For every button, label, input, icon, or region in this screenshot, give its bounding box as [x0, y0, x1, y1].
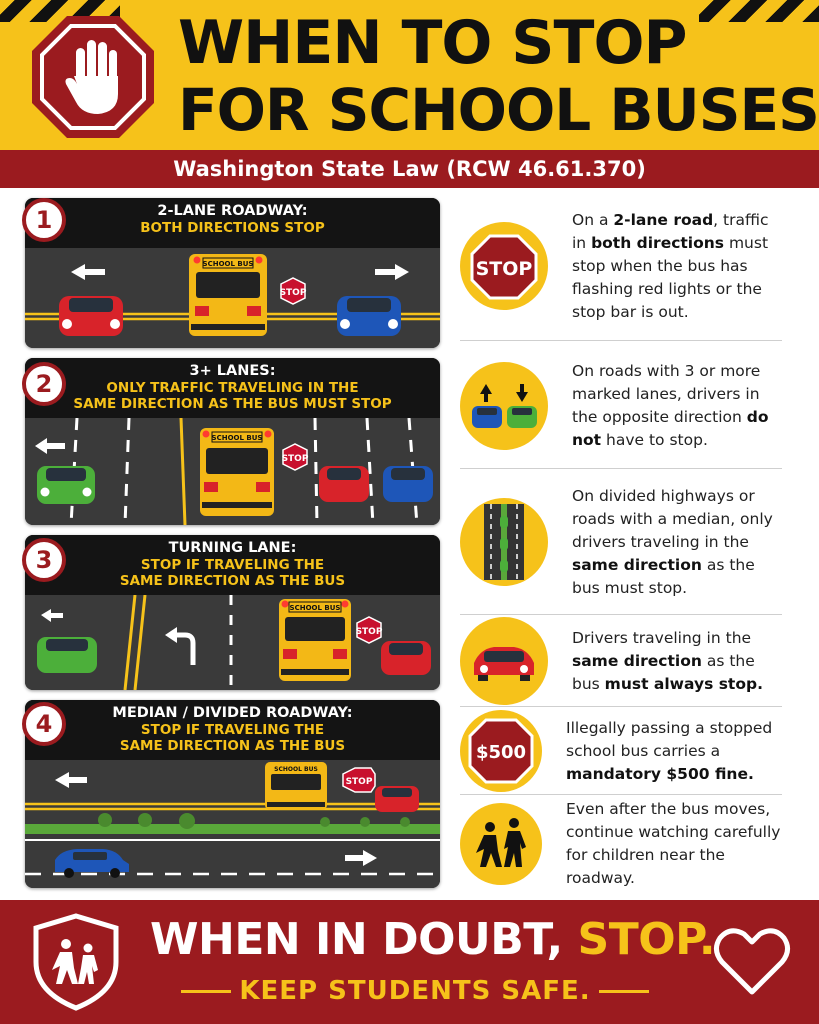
school-bus-icon	[189, 254, 267, 336]
footer-tagline-text: KEEP STUDENTS SAFE.	[239, 976, 591, 1006]
info-divided	[460, 474, 785, 610]
stop-sign-icon	[460, 222, 548, 310]
footer-headline-accent: STOP.	[577, 914, 716, 965]
fine-sign-text: $500	[475, 742, 527, 763]
info-text-run: Even after the bus moves, continue watching carefully for children near the roadway.	[566, 800, 781, 887]
divider	[460, 614, 782, 615]
panel-subtitle: STOP IF TRAVELING THE	[140, 722, 325, 738]
footer-tagline	[150, 976, 680, 1006]
divider	[460, 706, 782, 707]
info-text-run: , traffic in	[572, 210, 769, 252]
info-two-lane	[460, 196, 785, 336]
school-bus-icon	[279, 599, 351, 681]
panel-median-divided	[25, 700, 440, 888]
red-car-icon	[319, 466, 369, 502]
panel-subtitle: ONLY TRAFFIC TRAVELING IN THE	[106, 380, 359, 396]
info-children	[460, 798, 785, 890]
three-lane-scene	[25, 418, 440, 525]
panel-subtitle: SAME DIRECTION AS THE BUS	[119, 738, 346, 754]
divided-road-scene	[25, 760, 440, 888]
svg-text:SCHOOL BUS: SCHOOL BUS	[274, 766, 318, 773]
info-text-emphasis: same direction	[572, 651, 702, 670]
header-banner	[0, 0, 819, 150]
footer-headline-text: WHEN IN DOUBT,	[150, 914, 578, 965]
info-text-run: must stop when the bus has flashing red lights or the stop bar is out.	[572, 233, 769, 321]
footer-headline	[150, 914, 716, 965]
panel-header	[25, 198, 440, 248]
panel-subtitle: BOTH DIRECTIONS STOP	[140, 220, 325, 236]
info-text-emphasis: both directions	[591, 233, 725, 252]
info-text	[572, 485, 785, 600]
svg-text:SCHOOL BUS: SCHOOL BUS	[202, 260, 254, 268]
panel-title: TURNING LANE:	[168, 540, 297, 556]
info-text	[572, 209, 785, 324]
page-title-line2: FOR SCHOOL BUSES	[178, 76, 819, 144]
law-subtitle: Washington State Law (RCW 46.61.370)	[0, 150, 819, 188]
panel-turning-lane	[25, 535, 440, 690]
divider	[460, 794, 782, 795]
divider	[460, 468, 782, 469]
page-title-line1: WHEN TO STOP	[178, 8, 687, 78]
blue-car-icon	[337, 296, 401, 336]
median-strip	[25, 824, 440, 834]
panel-header	[25, 358, 440, 418]
red-car-icon	[381, 641, 431, 675]
info-text-run: Drivers traveling in the	[572, 628, 752, 647]
info-three-lanes	[460, 346, 785, 466]
children-walking-icon	[460, 803, 542, 885]
stop-sign-text: STOP	[475, 258, 533, 280]
red-car-icon	[375, 786, 419, 812]
info-text-emphasis: 2-lane road	[613, 210, 714, 229]
step-number-badge: 4	[22, 702, 66, 746]
footer-banner	[0, 900, 819, 1024]
info-text-emphasis: mandatory $500 fine.	[566, 764, 754, 783]
panel-title: 2-LANE ROADWAY:	[157, 203, 308, 219]
panel-subtitle: SAME DIRECTION AS THE BUS MUST STOP	[73, 396, 392, 412]
two-lane-scene	[25, 248, 440, 348]
panel-three-lanes	[25, 358, 440, 525]
svg-text:STOP: STOP	[281, 454, 309, 464]
info-text-emphasis: do not	[572, 408, 769, 449]
info-text-run: On a	[572, 210, 614, 229]
info-text	[572, 360, 785, 452]
shield-children-icon	[28, 912, 124, 1012]
info-text	[566, 717, 785, 786]
svg-text:SCHOOL BUS: SCHOOL BUS	[211, 434, 263, 442]
green-car-icon	[37, 466, 95, 504]
divider	[460, 340, 782, 341]
panel-header	[25, 700, 440, 760]
heart-icon	[712, 926, 792, 998]
step-number-badge: 2	[22, 362, 66, 406]
blue-car-icon	[383, 466, 433, 502]
info-text-emphasis: same direction	[572, 555, 702, 574]
school-bus-icon	[265, 762, 327, 810]
panel-title: 3+ LANES:	[189, 363, 276, 379]
divider	[599, 990, 649, 993]
info-text-run: Illegally passing a stopped school bus carries a	[566, 718, 773, 760]
info-same-direction	[460, 618, 785, 704]
fine-sign-icon	[460, 710, 542, 792]
stop-arm-icon	[343, 768, 375, 792]
green-car-icon	[37, 637, 97, 673]
school-bus-icon	[200, 428, 274, 516]
svg-text:SCHOOL BUS: SCHOOL BUS	[289, 604, 341, 612]
info-text-emphasis: must always stop.	[604, 674, 763, 693]
info-fine	[460, 710, 785, 792]
red-car-icon	[59, 296, 123, 336]
svg-text:STOP: STOP	[355, 627, 383, 637]
divided-road-icon	[460, 498, 548, 586]
step-number-badge: 3	[22, 538, 66, 582]
panel-subtitle: SAME DIRECTION AS THE BUS	[119, 573, 346, 589]
info-text-run: as the bus	[572, 651, 755, 693]
info-text-run: On divided highways or roads with a median, only drivers traveling in the	[572, 486, 773, 551]
panel-subtitle: STOP IF TRAVELING THE	[140, 557, 325, 573]
step-number-badge: 1	[22, 198, 66, 242]
turning-lane-scene	[25, 595, 440, 690]
panel-two-lane	[25, 198, 440, 348]
stop-hand-icon	[30, 14, 156, 140]
svg-text:STOP: STOP	[279, 288, 307, 298]
info-text	[572, 627, 785, 696]
info-text-run: have to stop.	[601, 431, 708, 449]
opposite-cars-icon	[460, 362, 548, 450]
divider	[181, 990, 231, 993]
svg-text:STOP: STOP	[345, 777, 373, 787]
panel-title: MEDIAN / DIVIDED ROADWAY:	[112, 705, 353, 721]
panel-header	[25, 535, 440, 595]
info-text-run: On roads with 3 or more marked lanes, drivers in the opposite direction	[572, 362, 761, 426]
hazard-stripes-right	[699, 0, 819, 22]
info-text-run: as the bus must stop.	[572, 555, 755, 597]
info-text	[566, 798, 785, 890]
red-car-icon	[460, 617, 548, 705]
